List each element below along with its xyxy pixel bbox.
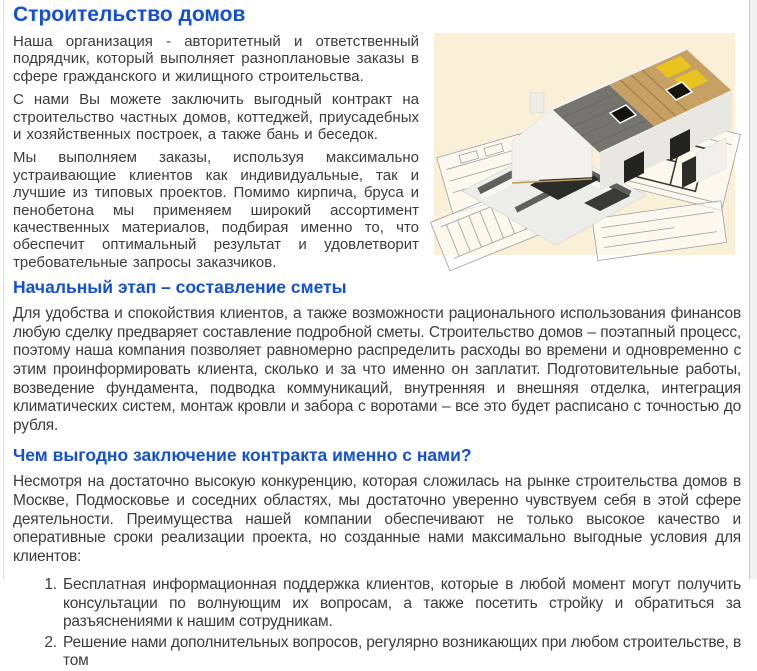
intro-paragraph-1: Наша организация - авторитетный и ответственный подрядчик, который выполняет разноплановые заказы в сфере гражданского и жилищного строительства. (13, 33, 419, 85)
house-construction-illustration (434, 33, 735, 255)
intro-paragraph-2: С нами Вы можете заключить выгодный контракт на строительство частных домов, коттеджей, приусадебных и хозяйственных построек, а также бань и беседок. (13, 91, 419, 144)
benefits-list (13, 576, 741, 671)
estimate-section-heading: Начальный этап – составление сметы (13, 277, 347, 298)
right-gutter (750, 0, 757, 579)
estimate-section-paragraph: Для удобства и спокойствия клиентов, а также возможности рационального использования финансов любую сделку предваряет составление подробной сметы. Строительство домов – поэтапный процесс, поэтому наша компания позволяет равномерно распределить расходы во времени и одновременно с этим проинформировать клиента, сколько и за что именно он заплатит. Подготовительные работы, возведение фундамента, подводка коммуникаций, внутренняя и внешняя отделка, интеграция климатических систем, монтаж кровли и забора с воротами – все это будет расписано с точностью до рубля. (13, 305, 741, 434)
benefits-section-heading: Чем выгодно заключение контракта именно с нами? (13, 445, 472, 466)
page-title: Строительство домов (13, 3, 246, 26)
benefits-section-paragraph: Несмотря на достаточно высокую конкуренцию, которая сложилась на рынке строительства домов в Москве, Подмосковье и соседних областях, мы достаточно уверенно чувствуем себя в этой сфере деятельности. Преимущества нашей компании обеспечивают не только высокое качество и оперативные сроки реализации проекта, но созданные нами максимально выгодные условия для клиентов: (13, 473, 741, 565)
benefits-list-item: 2. Решение нами дополнительных вопросов, регулярно возникающих при любом строительстве, в том (61, 634, 741, 671)
house-3d-render (434, 33, 735, 255)
benefits-list-item: 1. Бесплатная информационная поддержка клиентов, которые в любой момент могут получить консультации по волнующим их вопросам, а также посетить стройку и обратиться за разъяснениями к нашим сотрудникам. (61, 576, 741, 632)
intro-paragraph-3: Мы выполняем заказы, используя максимально устраивающие клиентов как индивидуальные, так и лучшие из типовых проектов. Помимо кирпича, бруса и пенобетона мы применяем широкий ассортимент качественных материалов, подбирая именно то, что обеспечит оптимальный результат и удовлетворит требовательные запросы заказчиков. (13, 149, 419, 271)
